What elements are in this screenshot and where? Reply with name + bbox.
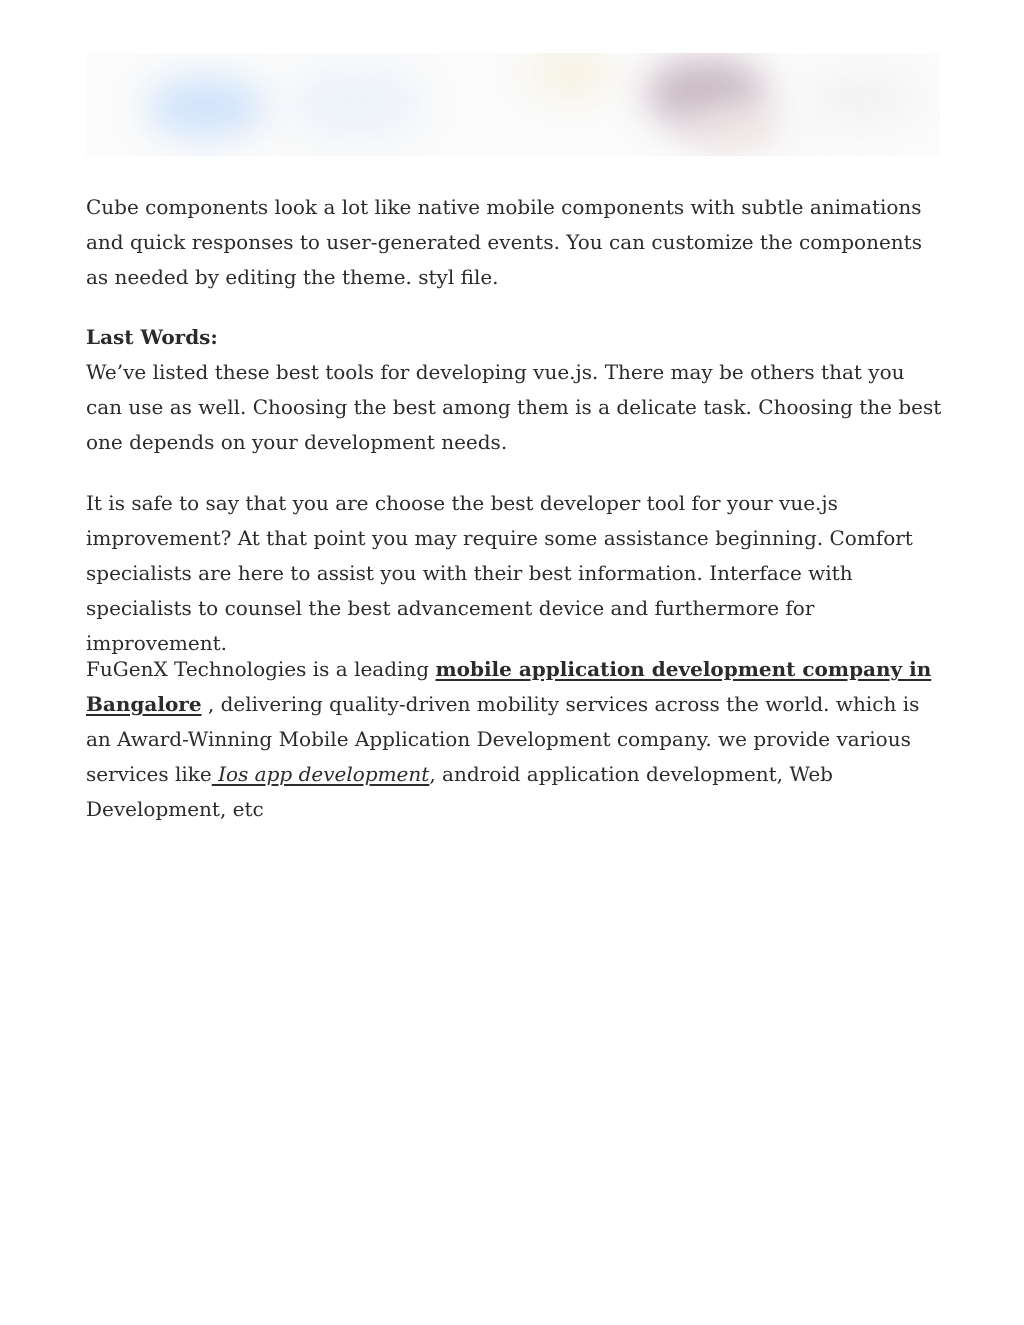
- paragraph-fugenx: [86, 652, 942, 827]
- blur-shape: [526, 53, 616, 93]
- paragraph-cube-components: Cube components look a lot like native mobile components with subtle animations and quick responses to user-generated events. You can customize the components as needed by editing the theme. styl file.: [86, 195, 922, 289]
- fugenx-intro-text: FuGenX Technologies is a leading: [86, 657, 436, 681]
- fugenx-end-text: , android application development, Web Development, etc: [86, 762, 833, 821]
- last-words-section: [86, 320, 942, 460]
- blur-shape: [146, 77, 266, 137]
- mobile-app-development-link[interactable]: mobile application development company in Bangalore: [86, 657, 932, 716]
- blur-shape: [686, 108, 786, 148]
- last-words-heading: Last Words:: [86, 325, 218, 349]
- blur-shape: [286, 63, 426, 143]
- blur-shape: [806, 73, 916, 123]
- paragraph-best-tools: We’ve listed these best tools for developing vue.js. There may be others that you can use as well. Choosing the best among them is a delicate task. Choosing the best one depends on your development needs.: [86, 360, 942, 454]
- blurred-header-image: [86, 53, 940, 156]
- fugenx-middle-text: , delivering quality-driven mobility services across the world. which is an Award-Winning Mobile Application Development company. we provide various services like: [86, 692, 920, 786]
- paragraph-developer-tool: It is safe to say that you are choose the best developer tool for your vue.js improvement? At that point you may require some assistance beginning. Comfort specialists are here to assist you with their best information. Interface with specialists to counsel the best advancement device and furthermore for improvement.: [86, 491, 913, 655]
- ios-app-development-link[interactable]: Ios app development: [211, 762, 430, 786]
